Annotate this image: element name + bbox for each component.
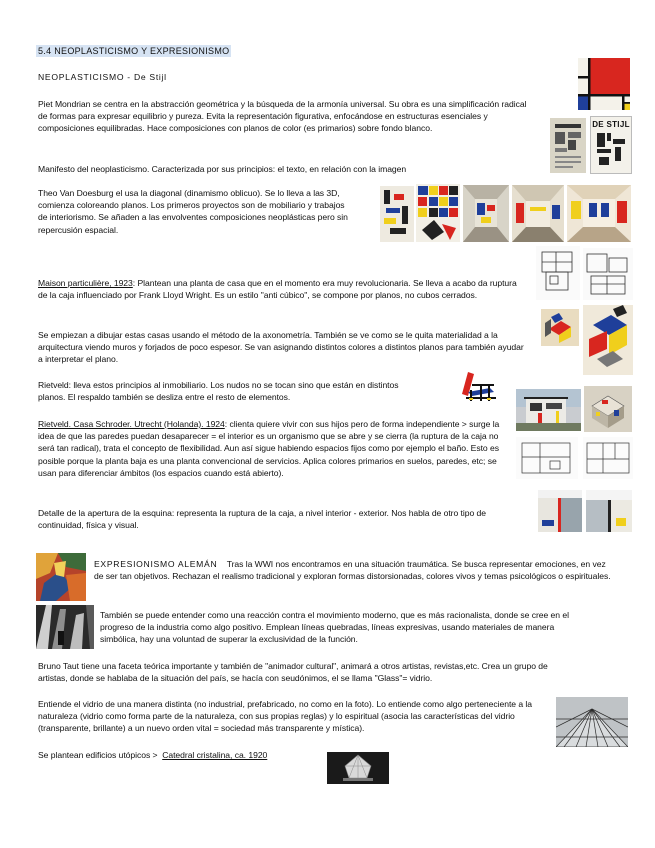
schroder-plan-1-image <box>516 437 578 479</box>
paragraph-vidrio: Entiende el vidrio de una manera distinta (no industrial, prefabricado, no como en la foto). Lo entiende como algo perteneciente a la naturaleza (vidrio como forma parte de la naturaleza, con sus propias reglas) y lo espiritual (asocia las características del vidrio (transparente, brillante) a un nuevo orden vital = sociedad más transparente y mística). <box>38 699 533 734</box>
expressionist-film-still-image <box>36 605 94 649</box>
glass-hall-photo-image <box>556 697 628 747</box>
schroder-house-photo-image <box>516 389 581 431</box>
doesburg-interior-1-image <box>463 185 509 242</box>
axonometry-1-image <box>541 309 579 346</box>
manifesto-page-image <box>550 118 586 173</box>
paragraph-esquina: Detalle de la apertura de la esquina: representa la ruptura de la caja, a nivel interior - exterior. Nos habla de otro tipo de continuidad, física y visual. <box>38 508 487 531</box>
doesburg-composition-1-image <box>380 186 414 242</box>
catedral-link[interactable]: Catedral cristalina, ca. 1920 <box>162 750 268 760</box>
schroder-plan-2-image <box>583 437 633 479</box>
section-title: 5.4 NEOPLASTICISMO Y EXPRESIONISMO <box>38 46 230 56</box>
maison-link[interactable]: Maison particulière, 1923 <box>38 278 133 288</box>
expresionismo-subtitle: EXPRESIONISMO ALEMÁN <box>94 559 218 569</box>
paragraph-doesburg: Theo Van Doesburg el usa la diagonal (dinamismo oblicuo). Se lo lleva a las 3D, comienza coloreando planos. Los primeros proyectos son de mobiliario y trabajos de interiorismo. Se añaden a las envolventes composiciones neoplásticas pero sin repercusión espacial. <box>38 188 348 235</box>
doesburg-interior-3-image <box>567 185 631 242</box>
paragraph-axonometria: Se empiezan a dibujar estas casas usando el método de la axonometría. También se ve como se le quita materialidad a la arquitectura viendo muros y forjados de poco espesor. Se van asignando distintos colores a distintos planos para también ayudar a interpretar el plano. <box>38 330 524 365</box>
glass-pavilion-image <box>327 752 389 784</box>
neoplasticismo-subtitle: NEOPLASTICISMO - De Stijl <box>38 72 167 82</box>
doesburg-interior-2-image <box>512 185 564 242</box>
maison-plan-2-image <box>583 248 633 300</box>
paragraph-manifesto: Manifesto del neoplasticismo. Caracterizada por sus principios: el texto, en relación con la imagen <box>38 164 407 174</box>
paragraph-reaccion: También se puede entender como una reacción contra el movimiento moderno, que es más racionalista, donde se cree en el progreso de la industria como algo positivo. Emplean líneas quebradas, líneas expresivas, usando materiales de manera simbólica, hay una voluntad de superar la exclusividad de la función. <box>100 610 569 645</box>
paragraph-utopicos: Se plantean edificios utópicos > Catedral cristalina, ca. 1920 <box>38 750 268 760</box>
paragraph-mondrian: Piet Mondrian se centra en la abstracción geométrica y la búsqueda de la armonía universal. Su obra es una simplificación radical de formas para expresar equilibrio y pureza. Evita la representación figurativa, enfocándose en estructuras esenciales y composiciones equilibradas. Hace composiciones con planos de color (es primarios) sobre fondo blanco. <box>38 99 527 134</box>
red-blue-chair-image <box>458 366 500 402</box>
doesburg-composition-2-image <box>416 184 460 242</box>
schroder-link[interactable]: Rietveld. Casa Schroder. Utrecht (Holanda). 1924 <box>38 419 225 429</box>
corner-detail-1-image <box>538 490 582 532</box>
paragraph-schroder: Rietveld. Casa Schroder. Utrecht (Holanda). 1924: clienta quiere vivir con sus hijos pero de forma independiente > surge la idea de que las paredes puedan desaparecer = el interior es un organismo que se abre y se cierra (la ruptura de la caja no será tan radical), trata el concepto de flexibilidad. Aun así sigue habiendo espacios fijos como por ejemplo el baño. Esto es posible porque la planta baja es una planta convencional de servicios. Aplica colores primarios en suelos, paredes, etc; se usan para diferenciar ámbitos (los espacios cuando está abierto). <box>38 419 500 478</box>
expressionist-painting-image <box>36 553 86 601</box>
paragraph-rietveld: Rietveld: lleva estos principios al inmobiliario. Los nudos no se tocan sino que están en distintos planos. El respaldo también se desliza entre el resto de elementos. <box>38 380 399 403</box>
de-stijl-cover-text: DE STIJL <box>592 120 630 129</box>
mondrian-composition-image <box>578 58 630 110</box>
paragraph-maison: Maison particulière, 1923: Plantean una planta de casa que en el momento era muy revolucionaria. Se lleva a acabo da ruptura de la caja influenciado por Frank Lloyd Wright. Es un estilo "anti cúbico", se compone por planos, no cubos cerrados. <box>38 278 517 301</box>
axonometry-2-image <box>583 305 633 375</box>
de-stijl-cover-image <box>590 116 632 174</box>
schroder-axonometry-image <box>584 386 632 432</box>
maison-plan-1-image <box>536 246 580 300</box>
paragraph-expresionismo: EXPRESIONISMO ALEMÁN Tras la WWI nos encontramos en una situación traumática. Se busca representar emociones, en vez de ser tan objetivos. Rechazan el realismo tradicional y exploran formas distorsionadas, colores vivos y temas psicológicos o espirituales. <box>94 559 611 582</box>
corner-detail-2-image <box>586 490 632 532</box>
paragraph-taut: Bruno Taut tiene una faceta teórica importante y también de "animador cultural", animará a otros artistas, revistas,etc. Crea un grupo de artistas, donde se hablaba de la situación del país, se hacía con seudónimos, el se llama "Glass"= vidrio. <box>38 661 548 684</box>
